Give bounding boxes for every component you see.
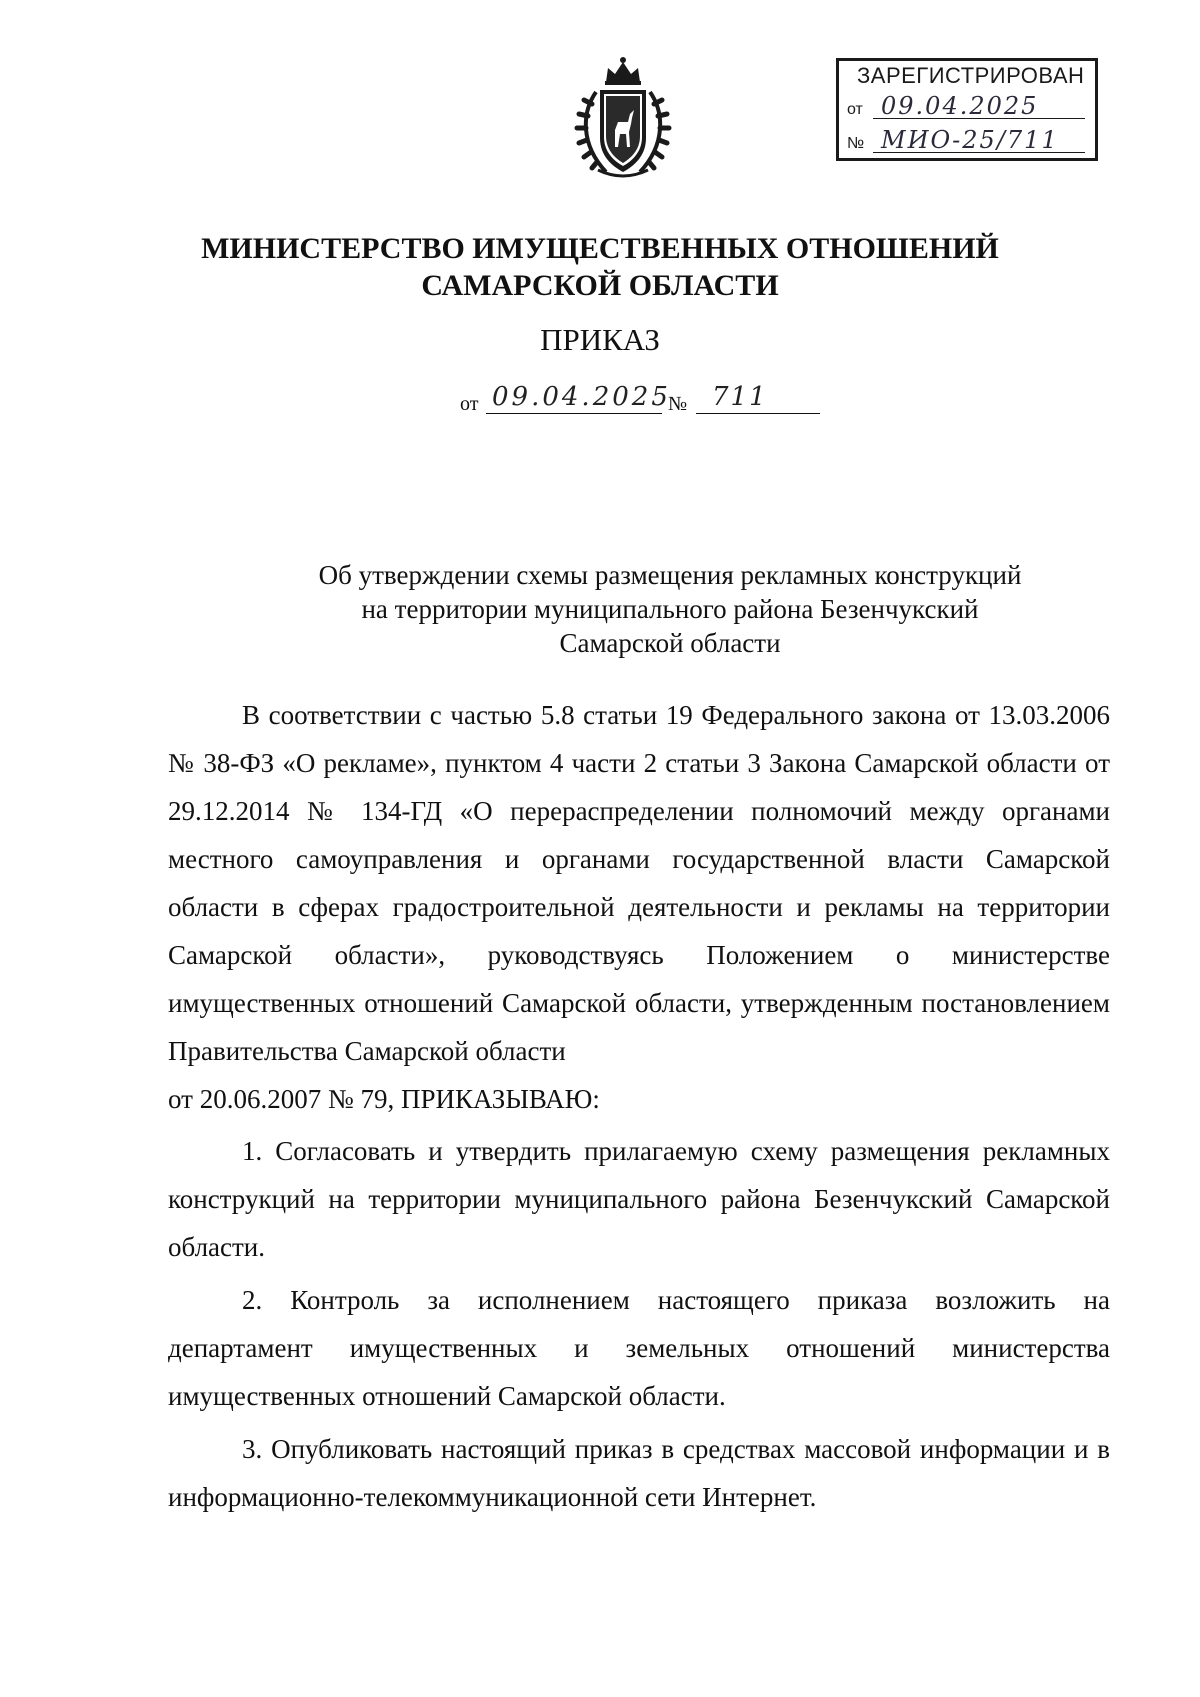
preamble-paragraph: В соответствии с частью 5.8 статьи 19 Федерального закона от 13.03.2006 № 38-ФЗ «О рекламе», пунктом 4 части 2 статьи 3 Закона Самарской области от 29.12.2014 № 134-ГД «О перераспределении полномочий между органами местного самоуправления и органами государственной власти Самарской области в сферах градостроительной деятельности и рекламы на территории Самарской области», руководствуясь Положением о министерстве имущественных отношений Самарской области, утвержденным постановлением Правительства Самарской области	[168, 700, 1110, 1066]
document-type-title: ПРИКАЗ	[540, 322, 660, 357]
order-body	[168, 691, 1110, 1521]
ministry-line-1: МИНИСТЕРСТВО ИМУЩЕСТВЕННЫХ ОТНОШЕНИЙ	[201, 232, 999, 265]
stamp-date-label: от	[847, 101, 863, 118]
subject-line-3: Самарской области	[559, 628, 781, 658]
order-item-1: 1. Согласовать и утвердить прилагаемую схему размещения рекламных конструкций на территории муниципального района Безенчукский Самарской области.	[168, 1136, 1110, 1262]
order-item-3: 3. Опубликовать настоящий приказ в средствах массовой информации и в информационно-телекоммуникационной сети Интернет.	[168, 1434, 1110, 1512]
subject-line-1: Об утверждении схемы размещения рекламных конструкций	[318, 560, 1022, 590]
stamp-date-row	[847, 91, 1085, 121]
order-date-value: 09.04.2025	[492, 382, 671, 412]
order-date-number-line	[460, 378, 820, 418]
subject-line-2: на территории муниципального района Безенчукский	[361, 594, 979, 624]
order-number-label: №	[668, 393, 688, 415]
preamble-ending: от 20.06.2007 № 79, ПРИКАЗЫВАЮ:	[168, 1084, 600, 1114]
coat-of-arms-emblem	[568, 52, 678, 182]
order-number-value: 711	[712, 382, 768, 412]
stamp-number-value: МИО-25/711	[881, 126, 1059, 154]
order-date-label: от	[460, 393, 479, 415]
stamp-title: ЗАРЕГИСТРИРОВАН	[857, 63, 1085, 88]
coat-of-arms-icon	[568, 52, 678, 182]
registration-stamp	[836, 58, 1098, 161]
order-number-underline	[696, 413, 820, 414]
order-item-2: 2. Контроль за исполнением настоящего приказа возложить на департамент имущественных и земельных отношений министерства имущественных отношений Самарской области.	[168, 1285, 1110, 1411]
order-subject	[290, 558, 1050, 660]
stamp-number-label: №	[847, 135, 865, 152]
order-date-underline	[486, 413, 662, 414]
ministry-heading	[150, 230, 1050, 304]
stamp-number-row	[847, 125, 1085, 155]
ministry-line-2: САМАРСКОЙ ОБЛАСТИ	[421, 269, 779, 302]
stamp-date-value: 09.04.2025	[881, 92, 1039, 120]
